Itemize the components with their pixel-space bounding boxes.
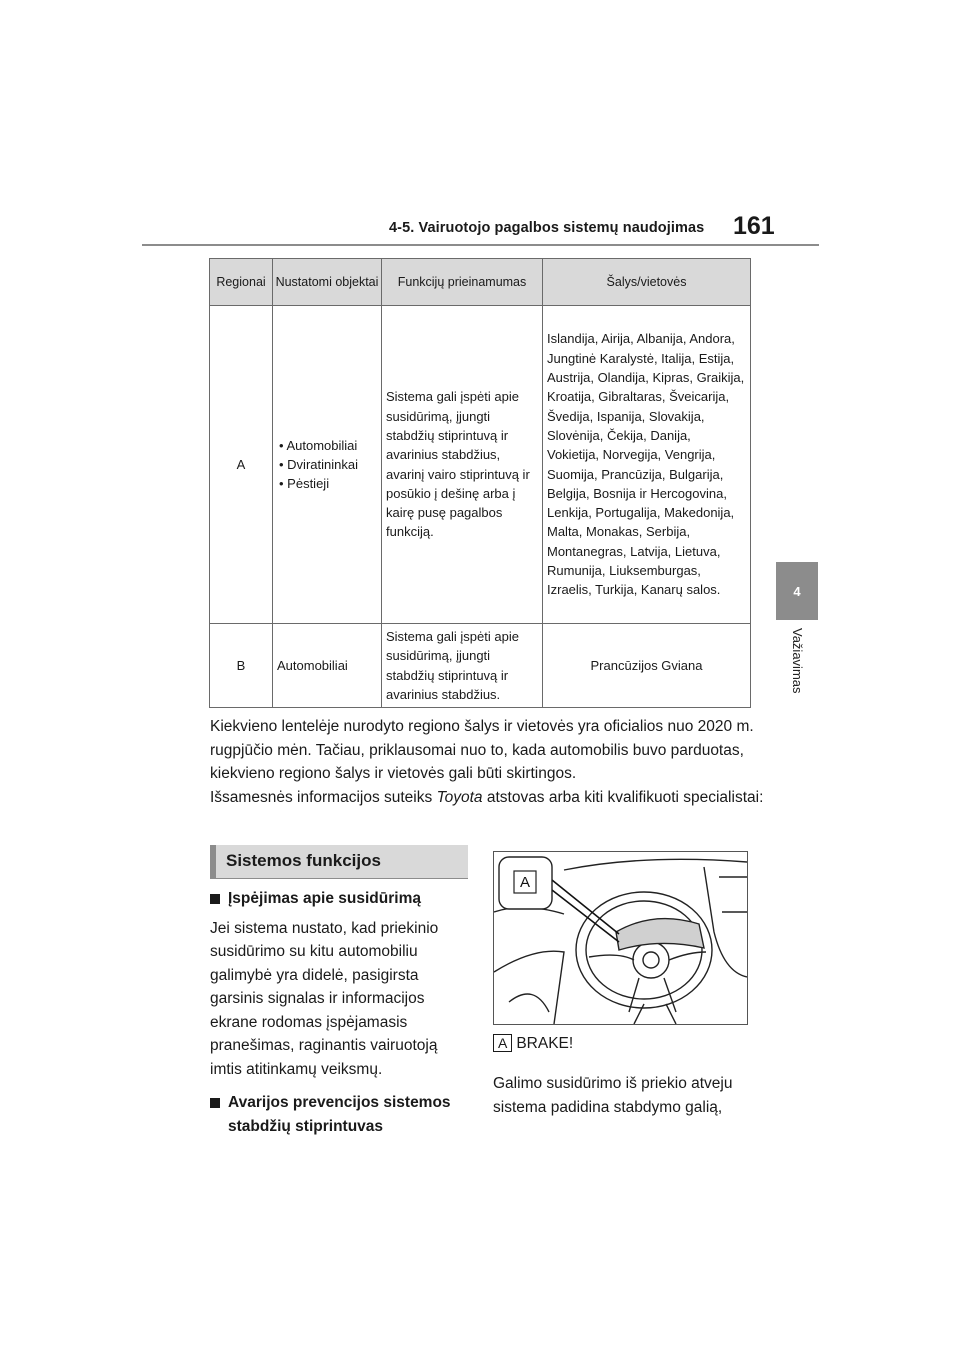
section-title: 4-5. Vairuotojo pagalbos sistemų naudojimas [389, 220, 705, 236]
chapter-label: Važiavimas [790, 628, 805, 694]
right-column-text: Galimo susidūrimo iš priekio atveju sistema padidina stabdymo galią, [493, 1075, 733, 1116]
list-item: • Pėstieji [279, 474, 377, 493]
dashboard-illustration [493, 851, 748, 1025]
square-bullet-icon [210, 894, 220, 904]
illustration-caption [493, 1034, 573, 1053]
caption-label: A [493, 1034, 512, 1052]
callout-label: A [519, 874, 531, 891]
caption-text: BRAKE! [516, 1035, 574, 1052]
header-cell: Funkcijų prieinamumas [382, 259, 543, 306]
subsection-heading: Avarijos prevencijos sistemos stabdžių stiprintuvas [210, 1091, 472, 1138]
countries-cell: Prancūzijos Gviana [543, 624, 751, 708]
objects-cell [273, 306, 382, 624]
countries-cell: Islandija, Airija, Albanija, Andora, Jungtinė Karalystė, Italija, Estija, Austrija, Olandija, Kipras, Graikija, Kroatija, Gibraltaras, Šveicarija, Švedija, Ispanija, Slovakija, Slovėnija, Čekija, Danija, Vokietija, Norvegija, Vengrija, Suomija, Prancūzija, Bulgarija, Belgija, Bosnija ir Hercogovina, Lenkija, Portugalija, Makedonija, Malta, Monakas, Serbija, Montanegras, Latvija, Lietuva, Rumunija, Liuksemburgas, Izraelis, Turkija, Kanarų salos. [543, 306, 751, 624]
function-cell: Sistema gali įspėti apie susidūrimą, įjungti stabdžių stiprintuvą ir avarinius stabdžius. [382, 624, 543, 708]
subsection-text: Jei sistema nustato, kad priekinio susidūrimo su kitu automobiliu galimybė yra didelė, pasigirsta garsinis signalas ir informacijos ekrane rodomas įspėjamasis pranešimas, raginantis vairuotoją imtis atitinkamų veiksmų. [210, 919, 439, 1078]
steering-wheel-drawing [494, 852, 747, 1024]
function-cell: Sistema gali įspėti apie susidūrimą, įjungti stabdžių stiprintuvą ir avarinius stabdžius, avarinį vairo stiprintuvą ir posūkio į dešinę arba į kairę pusę pagalbos funkciją. [382, 306, 543, 624]
section-heading: Sistemos funkcijos [210, 845, 468, 879]
header-cell: Nustatomi objektai [273, 259, 382, 306]
left-column [210, 887, 472, 1138]
note-paragraph: Išsamesnės informacijos suteiks Toyota atstovas arba kiti kvalifikuoti specialistai: [210, 788, 764, 806]
table-row [210, 306, 751, 624]
region-cell: B [210, 624, 273, 708]
chapter-tab[interactable] [776, 562, 818, 620]
page-number: 161 [733, 212, 775, 240]
region-cell: A [210, 306, 273, 624]
list-item: • Dviratininkai [279, 455, 377, 474]
regions-table [209, 258, 751, 708]
chapter-number: 4 [793, 583, 801, 599]
square-bullet-icon [210, 1098, 220, 1108]
list-item: • Automobiliai [279, 436, 377, 455]
objects-cell: Automobiliai [273, 624, 382, 708]
notes [210, 715, 770, 809]
brand-name: Toyota [436, 788, 483, 806]
table-header-row [210, 259, 751, 306]
header-divider [142, 244, 819, 246]
header-cell: Regionai [210, 259, 273, 306]
note-paragraph: Kiekvieno lentelėje nurodyto regiono šalys ir vietovės yra oficialios nuo 2020 m. rugpjūčio mėn. Tačiau, priklausomai nuo to, kada automobilis buvo parduotas, kiekvieno regiono šalys ir vietovės gali būti skirtingos. [210, 718, 754, 782]
header-cell: Šalys/vietovės [543, 259, 751, 306]
table-row [210, 624, 751, 708]
subsection-heading: Įspėjimas apie susidūrimą [210, 887, 472, 911]
